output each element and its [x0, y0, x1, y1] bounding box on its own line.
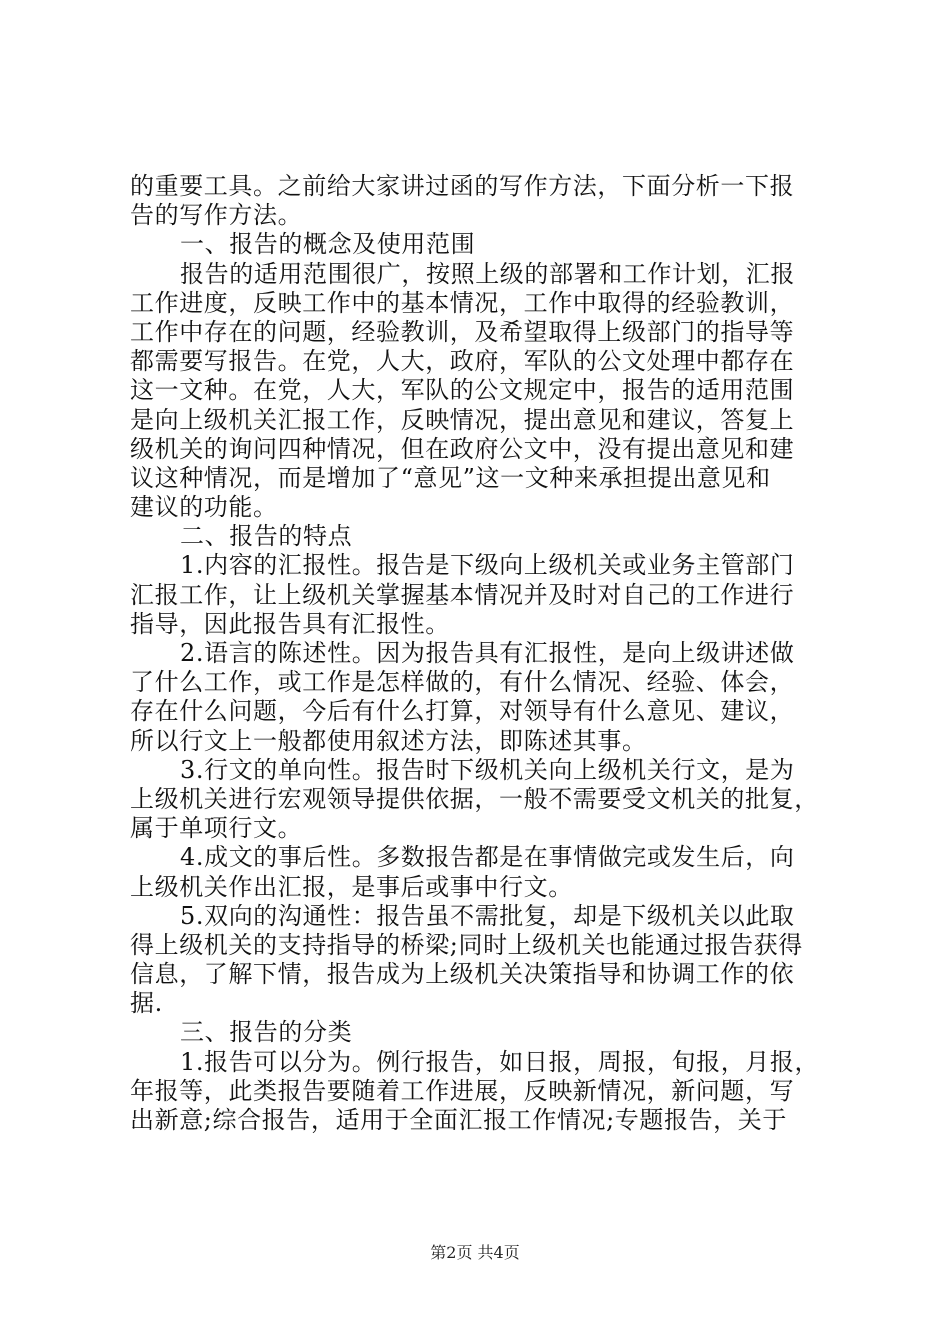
text-line: 3.行文的单向性。报告时下级机关向上级机关行文，是为: [180, 755, 795, 784]
text-line: 二、报告的特点: [180, 522, 353, 551]
text-line: 指导，因此报告具有汇报性。: [130, 609, 450, 638]
text-line: 4.成文的事后性。多数报告都是在事情做完或发生后，向: [180, 843, 795, 872]
text-line: 议这种情况，而是增加了“意见”这一文种来承担提出意见和: [130, 463, 771, 492]
text-line: 工作中存在的问题，经验教训，及希望取得上级部门的指导等: [130, 317, 795, 346]
text-line: 都需要写报告。在党，人大，政府，军队的公文处理中都存在: [130, 347, 795, 376]
text-line: 上级机关作出汇报，是事后或事中行文。: [130, 872, 573, 901]
text-line: 汇报工作，让上级机关掌握基本情况并及时对自己的工作进行: [130, 580, 795, 609]
text-line: 这一文种。在党，人大，军队的公文规定中，报告的适用范围: [130, 376, 795, 405]
text-line: 是向上级机关汇报工作，反映情况，提出意见和建议，答复上: [130, 405, 795, 434]
text-line: 据.: [130, 989, 163, 1018]
text-line: 报告的适用范围很广，按照上级的部署和工作计划，汇报: [180, 259, 795, 288]
text-line: 信息，了解下情，报告成为上级机关决策指导和协调工作的依: [130, 960, 795, 989]
page-number-label: 第2页 共4页: [430, 1243, 520, 1262]
page-footer: [0, 1243, 950, 1263]
document-body: [130, 172, 830, 1135]
text-line: 了什么工作，或工作是怎样做的，有什么情况、经验、体会，: [130, 668, 795, 697]
text-line: 一、报告的概念及使用范围: [180, 230, 476, 259]
text-line: 5.双向的沟通性：报告虽不需批复，却是下级机关以此取: [180, 901, 795, 930]
text-line: 属于单项行文。: [130, 814, 303, 843]
text-line: 级机关的询问四种情况，但在政府公文中，没有提出意见和建: [130, 434, 795, 463]
text-line: 出新意;综合报告，适用于全面汇报工作情况;专题报告，关于: [130, 1106, 787, 1134]
text-line: 年报等，此类报告要随着工作进展，反映新情况，新问题，写: [130, 1076, 795, 1105]
text-line: 工作进度，反映工作中的基本情况，工作中取得的经验教训，: [130, 288, 795, 317]
text-line: 1.报告可以分为。例行报告，如日报，周报，旬报，月报，: [180, 1047, 820, 1076]
text-line: 告的写作方法。: [130, 201, 303, 230]
text-line: 建议的功能。: [130, 493, 278, 522]
text-line: 1.内容的汇报性。报告是下级向上级机关或业务主管部门: [180, 551, 795, 580]
text-line: 的重要工具。之前给大家讲过函的写作方法，下面分析一下报: [130, 172, 795, 200]
text-line: 存在什么问题，今后有什么打算，对领导有什么意见、建议，: [130, 697, 795, 726]
text-line: 2.语言的陈述性。因为报告具有汇报性，是向上级讲述做: [180, 639, 795, 667]
text-line: 三、报告的分类: [180, 1018, 353, 1047]
text-line: 所以行文上一般都使用叙述方法，即陈述其事。: [130, 726, 647, 755]
text-line: 上级机关进行宏观领导提供依据，一般不需要受文机关的批复，: [130, 784, 819, 813]
text-line: 得上级机关的支持指导的桥梁;同时上级机关也能通过报告获得: [130, 930, 803, 959]
